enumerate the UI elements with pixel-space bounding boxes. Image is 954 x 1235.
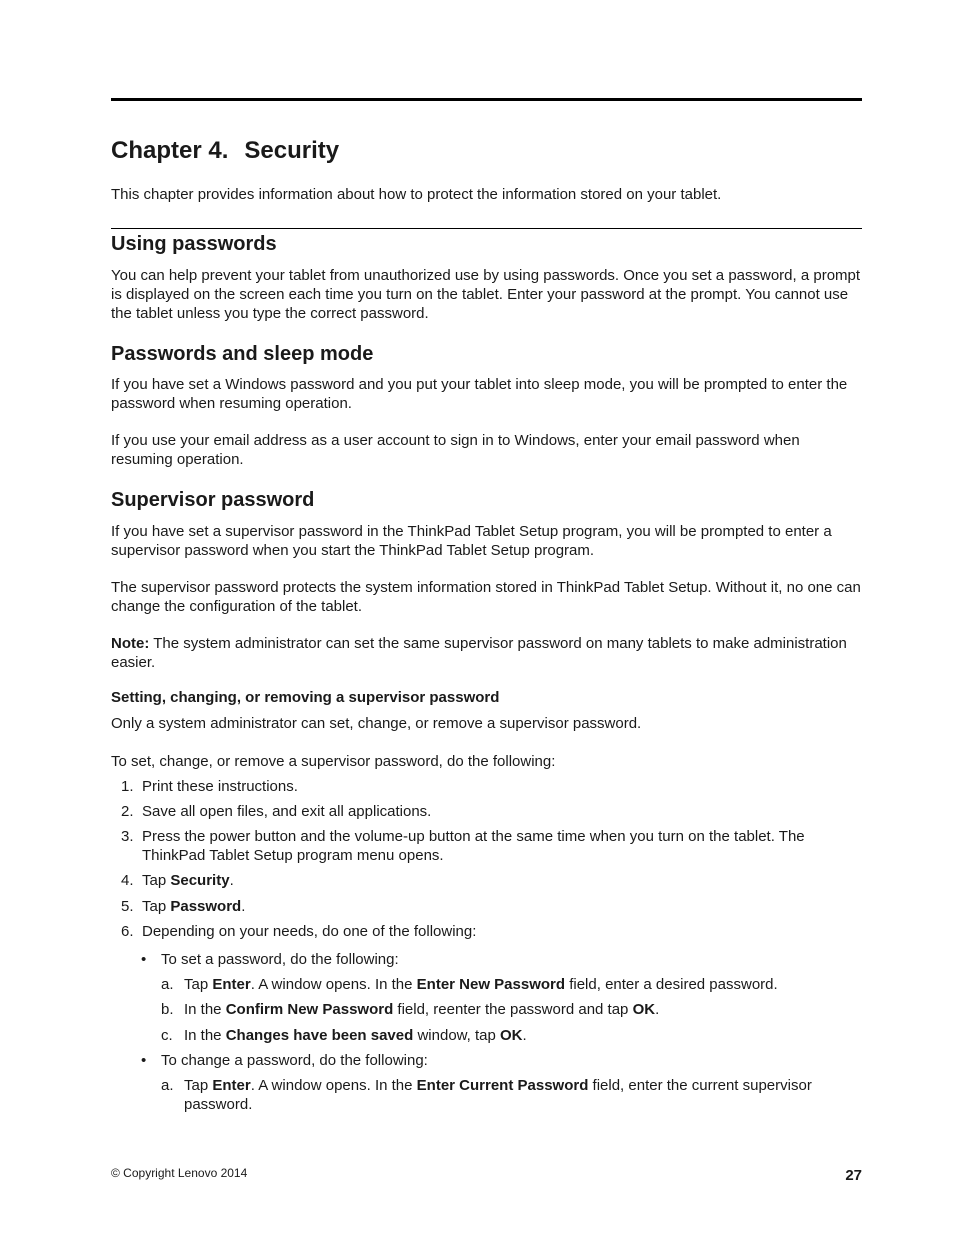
footer-page-number: 27 <box>845 1167 862 1184</box>
step-text: Print these instructions. <box>142 778 298 795</box>
step-number: 1. <box>121 778 134 795</box>
step-number: 3. <box>121 828 134 845</box>
note-label: Note: <box>111 635 150 652</box>
using-passwords-paragraph: You can help prevent your tablet from unauthorized use by using passwords. Once you set a password, a prompt is displayed on the screen each time you turn on the tablet. Enter your password at the prompt. You cannot use the tablet unless you type the correct password. <box>111 267 861 322</box>
supervisor-paragraph-3: Only a system administrator can set, change, or remove a supervisor password. <box>111 715 642 732</box>
document-page <box>111 0 862 1235</box>
substep-letter: a. <box>161 1077 174 1094</box>
step-number: 4. <box>121 872 134 889</box>
step-text: Depending on your needs, do one of the following: <box>142 923 477 940</box>
note-text: The system administrator can set the same supervisor password on many tablets to make administration easier. <box>111 635 847 671</box>
bullet-text: To set a password, do the following: <box>161 951 399 968</box>
substep-text: In the Confirm New Password field, reenter the password and tap OK. <box>184 1001 660 1018</box>
chapter-number: Chapter 4. <box>111 137 229 164</box>
substep-text: Tap Enter. A window opens. In the Enter Current Password field, enter the current supervisor password. <box>184 1077 812 1113</box>
substep-letter: c. <box>161 1027 173 1044</box>
substep-text: In the Changes have been saved window, tap OK. <box>184 1027 527 1044</box>
substep-letter: b. <box>161 1001 174 1018</box>
supervisor-paragraph-2: The supervisor password protects the system information stored in ThinkPad Tablet Setup. Without it, no one can change the configuration of the tablet. <box>111 579 861 615</box>
supervisor-paragraph-4: To set, change, or remove a supervisor password, do the following: <box>111 753 556 770</box>
step-text: Tap Password. <box>142 898 246 915</box>
subheading-setting-password: Setting, changing, or removing a supervisor password <box>111 689 500 706</box>
step-text: Save all open files, and exit all applications. <box>142 803 432 820</box>
bullet-text: To change a password, do the following: <box>161 1052 428 1069</box>
step-text: Press the power button and the volume-up button at the same time when you turn on the tablet. The ThinkPad Tablet Setup program menu opens. <box>142 828 805 864</box>
supervisor-paragraph-1: If you have set a supervisor password in the ThinkPad Tablet Setup program, you will be prompted to enter a supervisor password when you start the ThinkPad Tablet Setup program. <box>111 523 832 559</box>
sleep-mode-paragraph-2: If you use your email address as a user account to sign in to Windows, enter your email password when resuming operation. <box>111 432 800 468</box>
substep-text: Tap Enter. A window opens. In the Enter New Password field, enter a desired password. <box>184 976 778 993</box>
section-rule <box>111 228 862 229</box>
supervisor-note <box>111 634 862 672</box>
heading-sleep-mode: Passwords and sleep mode <box>111 343 374 365</box>
chapter-name: Security <box>244 137 340 164</box>
step-number: 6. <box>121 923 134 940</box>
chapter-title <box>111 136 339 166</box>
chapter-top-rule <box>111 98 862 101</box>
sleep-mode-paragraph-1: If you have set a Windows password and you put your tablet into sleep mode, you will be prompted to enter the password when resuming operation. <box>111 376 848 412</box>
step-number: 5. <box>121 898 134 915</box>
heading-supervisor-password: Supervisor password <box>111 489 315 511</box>
bullet-icon: • <box>141 1052 147 1069</box>
bullet-icon: • <box>141 951 147 968</box>
substep-letter: a. <box>161 976 174 993</box>
step-text: Tap Security. <box>142 872 234 889</box>
step-number: 2. <box>121 803 134 820</box>
footer-copyright: © Copyright Lenovo 2014 <box>111 1166 248 1180</box>
intro-paragraph: This chapter provides information about how to protect the information stored on your tablet. <box>111 186 722 203</box>
heading-using-passwords: Using passwords <box>111 233 277 255</box>
